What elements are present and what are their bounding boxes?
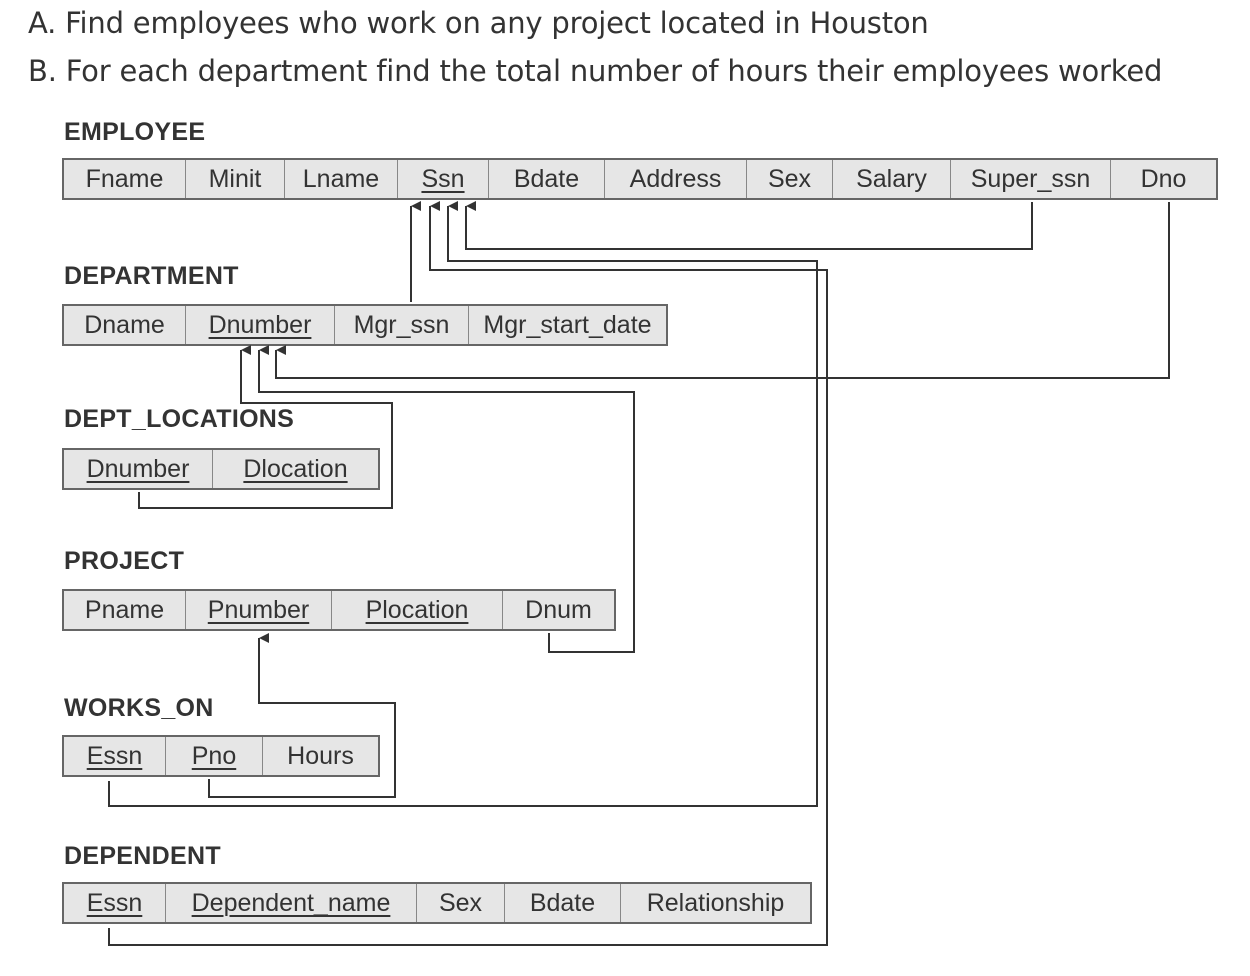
fk-line-dno-to-dnumber — [276, 202, 1169, 378]
employee-attr-minit: Minit — [185, 160, 284, 198]
works-on-attr-pno: Pno — [165, 737, 262, 775]
department-attr-dname: Dname — [84, 310, 165, 339]
fk-line-super-ssn-to-ssn — [466, 202, 1032, 249]
department-attr-dnumber: Dnumber — [185, 306, 334, 344]
employee-attr-fname: Fname — [85, 164, 164, 193]
project-attr-pnumber: Pnumber — [185, 591, 331, 629]
fk-line-pno-to-pnumber — [209, 638, 395, 797]
department-attr-mgr-start-date: Mgr_start_date — [468, 306, 666, 344]
fk-line-dnum-to-dnumber — [259, 350, 634, 652]
dependent-attr-sex: Sex — [416, 884, 504, 922]
dept-locations-relation-name: DEPT_LOCATIONS — [64, 405, 295, 433]
works-on-relation-name: WORKS_ON — [64, 694, 214, 722]
employee-attr-address: Address — [604, 160, 746, 198]
employee-attr-sex: Sex — [746, 160, 832, 198]
employee-attr-super-ssn: Super_ssn — [950, 160, 1110, 198]
works-on-attr-essn: Essn — [86, 741, 143, 770]
works-on-attr-hours: Hours — [262, 737, 378, 775]
project-attr-pname: Pname — [84, 595, 165, 624]
department-relation-name: DEPARTMENT — [64, 262, 239, 290]
dept-locations-attr-dnumber: Dnumber — [86, 454, 190, 483]
dependent-attr-bdate: Bdate — [504, 884, 620, 922]
fk-line-works-on-essn-to-ssn — [109, 206, 817, 806]
question-a: A. Find employees who work on any project located in Houston — [28, 6, 929, 40]
dependent-attr-dependent-name: Dependent_name — [165, 884, 416, 922]
project-attr-plocation: Plocation — [331, 591, 502, 629]
employee-relation-name: EMPLOYEE — [64, 118, 206, 146]
department-attr-mgr-ssn: Mgr_ssn — [334, 306, 468, 344]
fk-line-dependent-essn-to-ssn — [109, 206, 827, 945]
project-attr-dnum: Dnum — [502, 591, 614, 629]
employee-attr-salary: Salary — [832, 160, 950, 198]
employee-attr-ssn: Ssn — [397, 160, 488, 198]
employee-attr-dno: Dno — [1110, 160, 1216, 198]
dependent-relation-name: DEPENDENT — [64, 842, 221, 870]
fk-line-dept-locations-dnumber-to-dnumber — [139, 350, 392, 508]
dependent-attr-essn: Essn — [86, 888, 143, 917]
dependent-attr-relationship: Relationship — [620, 884, 810, 922]
employee-attr-lname: Lname — [284, 160, 397, 198]
project-relation-name: PROJECT — [64, 547, 185, 575]
question-b: B. For each department find the total number of hours their employees worked — [28, 54, 1163, 88]
dept-locations-attr-dlocation: Dlocation — [212, 450, 378, 488]
employee-attr-bdate: Bdate — [488, 160, 604, 198]
